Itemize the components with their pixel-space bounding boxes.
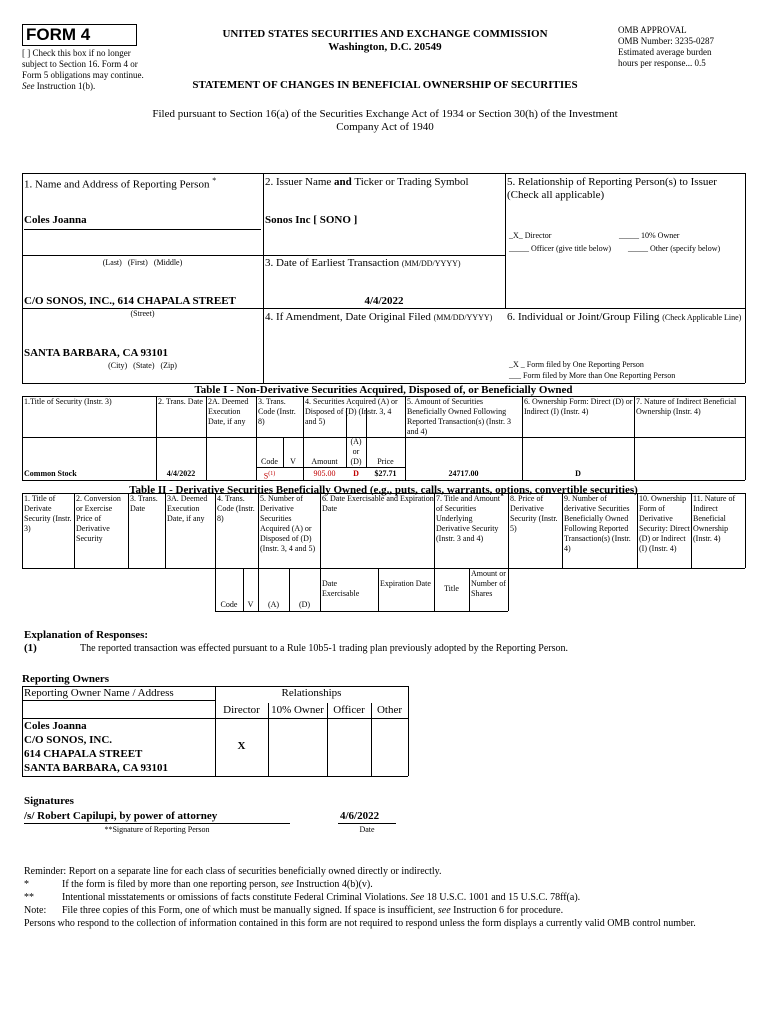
t1-sub-aord: (A) or (D): [350, 437, 362, 466]
row-trans-date: 4/4/2022: [166, 469, 196, 478]
t2-sub-date-ex: Date Exercisable: [322, 579, 360, 598]
t2-sub-title: Title: [444, 584, 459, 593]
t2-h1: 1. Title of Derivate Security (Instr. 3): [24, 494, 72, 533]
t1-h5: 5. Amount of Securities Beneficially Owned Following Reported Transaction(s) (Instr. 3 and 4): [407, 397, 511, 436]
footer-star2-mark: **: [24, 892, 34, 903]
other-check: _____ Other (specify below): [628, 244, 721, 253]
row-security-title: Common Stock: [24, 469, 77, 478]
owners-col-other: Other: [376, 704, 403, 716]
table1-title: Table I - Non-Derivative Securities Acquired, Disposed of, or Beneficially Owned: [194, 384, 573, 396]
t2-h3a: 3A. Deemed Execution Date, if any: [167, 494, 208, 523]
row-owned: 24717.00: [448, 469, 479, 478]
t1-sub-code: Code: [261, 457, 278, 466]
officer-check: _____ Officer (give title below): [509, 244, 612, 253]
owners-col-relationships: Relationships: [281, 687, 342, 699]
t2-sub-exp: Expiration Date: [380, 579, 431, 588]
t1-sub-v: V: [290, 457, 296, 466]
t1-h2: 2. Trans. Date: [158, 397, 203, 406]
agency-location: Washington, D.C. 20549: [328, 41, 442, 53]
t2-h4: 4. Trans. Code (Instr. 8): [217, 494, 255, 523]
name-caption: (Last) (First) (Middle): [102, 258, 183, 267]
box6-label: 6. Individual or Joint/Group Filing (Check Applicable Line): [507, 311, 742, 323]
form-title: FORM 4: [26, 25, 91, 44]
explanation-text: The reported transaction was effected pursuant to a Rule 10b5-1 trading plan previously adopted by the Reporting Person.: [80, 643, 569, 654]
reporting-person-city: SANTA BARBARA, CA 93101: [24, 347, 169, 359]
footer-note: File three copies of this Form, one of which must be manually signed. If space is insufficient, see Instruction 6 for procedure.: [62, 905, 564, 916]
footer-star1-mark: *: [24, 879, 29, 890]
explanation-heading: Explanation of Responses:: [24, 629, 149, 641]
issuer-name: Sonos Inc [ SONO ]: [265, 214, 358, 226]
row-amount: 905.00: [313, 469, 336, 478]
row-price: $27.71: [374, 469, 397, 478]
t2-sub-a: (A): [267, 600, 280, 609]
t2-h10: 10. Ownership Form of Derivative Security: Direct (D) or Indirect (I) (Instr. 4): [639, 494, 690, 553]
box3-label: 3. Date of Earliest Transaction (MM/DD/YYYY): [265, 257, 461, 269]
owners-heading: Reporting Owners: [22, 673, 110, 685]
row-trans-code: $S^{(1)}$: [263, 471, 276, 481]
filed-pursuant: Filed pursuant to Section 16(a) of the Securities Exchange Act of 1934 or Section 30(h) of the Investment Company Act of 1940: [152, 108, 618, 133]
city-caption: (City) (State) (Zip): [108, 361, 177, 370]
signatures-heading: Signatures: [24, 795, 74, 807]
street-caption: (Street): [130, 309, 155, 318]
agency-name: UNITED STATES SECURITIES AND EXCHANGE COMMISSION: [222, 28, 548, 40]
signer-caption: **Signature of Reporting Person: [104, 825, 210, 834]
explanation-number: (1): [24, 642, 37, 654]
statement-title: STATEMENT OF CHANGES IN BENEFICIAL OWNERSHIP OF SECURITIES: [192, 79, 578, 91]
footer-star2: Intentional misstatements or omissions of facts constitute Federal Criminal Violations. See 18 U.S.C. 1001 and 15 U.S.C. 78ff(a).: [62, 892, 581, 903]
signer-name: /s/ Robert Capilupi, by power of attorney: [24, 810, 218, 822]
t2-h11: 11. Nature of Indirect Beneficial Ownership (Instr. 4): [693, 494, 736, 543]
reporting-person-street: C/O SONOS, INC., 614 CHAPALA STREET: [24, 295, 236, 307]
t1-sub-amount: Amount: [311, 457, 338, 466]
t2-sub-v: V: [247, 600, 254, 609]
t1-h3: 3. Trans. Code (Instr. 8): [258, 397, 296, 426]
t1-sub-price: Price: [377, 457, 394, 466]
t2-sub-d: (D): [298, 600, 311, 609]
director-check: _X_ Director: [509, 231, 552, 240]
footer-note-mark: Note:: [24, 905, 47, 916]
signature-date: 4/6/2022: [340, 810, 380, 822]
reporting-person-name: Coles Joanna: [24, 214, 87, 226]
t1-h2a: 2A. Deemed Execution Date, if any: [208, 397, 249, 426]
table2-title: Table II - Derivative Securities Beneficially Owned (e.g., puts, calls, warrants, options, convertible securities): [129, 484, 638, 496]
filed-by-one: _X _ Form filed by One Reporting Person: [509, 360, 644, 369]
t1-h7: 7. Nature of Indirect Beneficial Ownership (Instr. 4): [636, 397, 737, 416]
box2-label: 2. Issuer Name and Ticker or Trading Symbol: [265, 176, 469, 188]
t2-h7: 7. Title and Amount of Securities Underlying Derivative Security (Instr. 3 and 4): [436, 494, 501, 543]
t2-sub-amount: Amount or Number of Shares: [471, 569, 506, 598]
t2-h8: 8. Price of Derivative Security (Instr. 5): [510, 494, 558, 533]
ten-percent-check: _____ 10% Owner: [619, 231, 680, 240]
filed-by-more: ___ Form filed by More than One Reporting Person: [509, 371, 676, 380]
owners-col-name: Reporting Owner Name / Address: [24, 687, 174, 699]
box1-label: 1. Name and Address of Reporting Person *: [24, 176, 217, 191]
row-aord: D: [353, 469, 359, 478]
footer-star1: If the form is filed by more than one reporting person, see Instruction 4(b)(v).: [62, 879, 373, 890]
owners-col-officer: Officer: [333, 704, 365, 716]
omb-approval: OMB APPROVAL OMB Number: 3235-0287 Estimated average burden hours per response... 0.5: [618, 25, 714, 68]
owner-name-address: Coles Joanna C/O SONOS, INC. 614 CHAPALA STREET SANTA BARBARA, CA 93101: [24, 720, 169, 774]
t1-h6: 6. Ownership Form: Direct (D) or Indirect (I) (Instr. 4): [524, 397, 633, 416]
footer-persons: Persons who respond to the collection of information contained in this form are not required to respond unless the form displays a currently valid OMB control number.: [24, 918, 696, 929]
t2-h2: 2. Conversion or Exercise Price of Derivative Security: [76, 494, 121, 543]
signature-date-caption: Date: [359, 825, 375, 834]
earliest-transaction-date: 4/4/2022: [364, 295, 404, 307]
owners-col-director: Director: [223, 704, 260, 716]
owners-col-ten: 10% Owner: [271, 704, 324, 716]
t2-h6: 6. Date Exercisable and Expiration Date: [322, 494, 434, 513]
t1-h4: 4. Securities Acquired (A) or Disposed of (D) (Instr. 3, 4 and 5): [305, 397, 398, 426]
t2-h5: 5. Number of Derivative Securities Acquired (A) or Disposed of (D) (Instr. 3, 4 and 5): [260, 494, 316, 553]
form-title-box: [22, 24, 137, 46]
row-ownership-form: D: [575, 469, 581, 478]
t2-sub-code: Code: [220, 600, 238, 609]
t1-h1: 1.Title of Security (Instr. 3): [24, 397, 112, 406]
box5-label: 5. Relationship of Reporting Person(s) to Issuer (Check all applicable): [507, 176, 717, 201]
box4-label: 4. If Amendment, Date Original Filed (MM/DD/YYYY): [265, 311, 493, 323]
checkbox-note: [ ] Check this box if no longer subject to Section 16. Form 4 or Form 5 obligations may continue. See Instruction 1(b).: [22, 48, 144, 91]
t2-h3: 3. Trans. Date: [130, 494, 158, 513]
owner-director-mark: X: [237, 740, 246, 752]
t2-h9: 9. Number of derivative Securities Beneficially Owned Following Reported Transaction(s) (Instr. 4): [564, 494, 631, 553]
footer-reminder: Reminder: Report on a separate line for each class of securities beneficially owned directly or indirectly.: [24, 866, 442, 877]
